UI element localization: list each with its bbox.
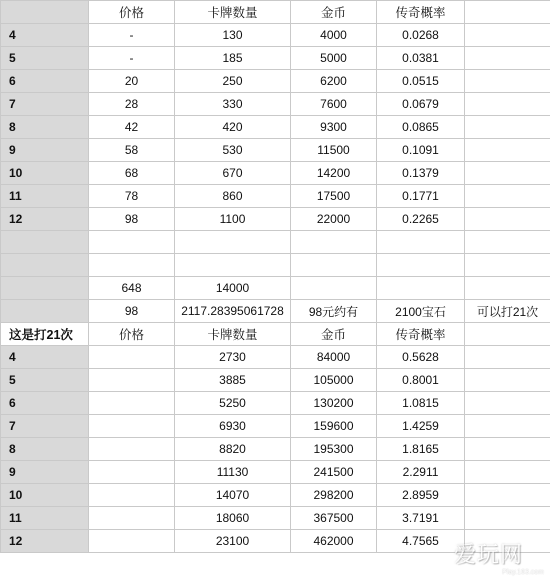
table-cell[interactable]: 98 xyxy=(89,208,175,231)
table-cell[interactable] xyxy=(377,231,465,254)
column-header-cell[interactable]: 卡牌数量 xyxy=(175,323,291,346)
table-cell[interactable]: 84000 xyxy=(291,346,377,369)
table-cell[interactable] xyxy=(89,254,175,277)
row-header-cell[interactable] xyxy=(1,277,89,300)
column-header-cell[interactable]: 金币 xyxy=(291,323,377,346)
table-cell[interactable] xyxy=(89,392,175,415)
table-cell[interactable] xyxy=(291,254,377,277)
column-header-cell[interactable]: 价格 xyxy=(89,323,175,346)
table-cell[interactable] xyxy=(465,231,550,254)
table-cell[interactable]: 2100宝石 xyxy=(377,300,465,323)
table-cell[interactable] xyxy=(89,415,175,438)
table-row xyxy=(1,346,550,369)
table-cell[interactable]: 0.8001 xyxy=(377,369,465,392)
table-row xyxy=(1,139,550,162)
table-cell[interactable]: 4.7565 xyxy=(377,530,465,553)
table-row xyxy=(1,162,550,185)
table-cell[interactable]: 250 xyxy=(175,70,291,93)
table-cell[interactable] xyxy=(465,461,550,484)
row-header-cell[interactable]: 10 xyxy=(1,484,89,507)
table-cell[interactable]: 18060 xyxy=(175,507,291,530)
row-header-cell[interactable]: 5 xyxy=(1,47,89,70)
table-cell[interactable] xyxy=(465,369,550,392)
table-cell[interactable] xyxy=(175,254,291,277)
table-cell[interactable]: 0.0381 xyxy=(377,47,465,70)
table-row xyxy=(1,47,550,70)
table-cell[interactable]: 2730 xyxy=(175,346,291,369)
table-cell[interactable] xyxy=(465,392,550,415)
row-header-cell[interactable]: 4 xyxy=(1,24,89,47)
spreadsheet-body xyxy=(1,1,550,553)
row-header-cell[interactable]: 5 xyxy=(1,369,89,392)
summary-row xyxy=(1,300,550,323)
column-header-cell[interactable]: 价格 xyxy=(89,1,175,24)
table-cell[interactable]: 2.2911 xyxy=(377,461,465,484)
table-cell[interactable]: 2117.28395061728 xyxy=(175,300,291,323)
table-cell[interactable] xyxy=(175,231,291,254)
table-cell[interactable]: 98元约有 xyxy=(291,300,377,323)
table-cell[interactable]: 185 xyxy=(175,47,291,70)
table-cell[interactable]: 98 xyxy=(89,300,175,323)
table-cell[interactable] xyxy=(465,484,550,507)
table-row xyxy=(1,208,550,231)
header-row xyxy=(1,323,550,346)
table-cell[interactable]: - xyxy=(89,47,175,70)
table-cell[interactable]: 1.8165 xyxy=(377,438,465,461)
column-header-cell[interactable]: 卡牌数量 xyxy=(175,1,291,24)
table-cell[interactable]: 5250 xyxy=(175,392,291,415)
table-cell[interactable]: 42 xyxy=(89,116,175,139)
table-cell[interactable]: 330 xyxy=(175,93,291,116)
row-header-cell[interactable]: 7 xyxy=(1,93,89,116)
table-row xyxy=(1,116,550,139)
table-cell[interactable]: 7600 xyxy=(291,93,377,116)
table-cell[interactable] xyxy=(465,139,550,162)
table-cell[interactable]: 4000 xyxy=(291,24,377,47)
table-cell[interactable]: 14000 xyxy=(175,277,291,300)
table-cell[interactable] xyxy=(89,369,175,392)
table-cell[interactable]: 0.1771 xyxy=(377,185,465,208)
column-header-cell[interactable] xyxy=(465,1,550,24)
table-row xyxy=(1,530,550,553)
table-cell[interactable] xyxy=(465,24,550,47)
table-row xyxy=(1,70,550,93)
table-cell[interactable]: 0.2265 xyxy=(377,208,465,231)
table-cell[interactable]: 1.0815 xyxy=(377,392,465,415)
table-cell[interactable]: 68 xyxy=(89,162,175,185)
table-cell[interactable] xyxy=(291,231,377,254)
table-cell[interactable] xyxy=(89,484,175,507)
table-cell[interactable]: 420 xyxy=(175,116,291,139)
row-header-cell[interactable]: 8 xyxy=(1,438,89,461)
table-cell[interactable]: 648 xyxy=(89,277,175,300)
table-row xyxy=(1,93,550,116)
table-cell[interactable] xyxy=(89,507,175,530)
table-cell[interactable]: 20 xyxy=(89,70,175,93)
table-cell[interactable] xyxy=(465,438,550,461)
table-cell[interactable] xyxy=(291,277,377,300)
table-cell[interactable]: 3885 xyxy=(175,369,291,392)
table-cell[interactable] xyxy=(465,47,550,70)
column-header-cell[interactable]: 传奇概率 xyxy=(377,1,465,24)
table-cell[interactable] xyxy=(377,277,465,300)
table-cell[interactable]: 17500 xyxy=(291,185,377,208)
table-cell[interactable]: 14070 xyxy=(175,484,291,507)
table-cell[interactable]: 462000 xyxy=(291,530,377,553)
row-header-cell[interactable]: 9 xyxy=(1,139,89,162)
table-row xyxy=(1,507,550,530)
table-cell[interactable] xyxy=(465,185,550,208)
spacer-row xyxy=(1,231,550,254)
table-cell[interactable] xyxy=(465,116,550,139)
table-row xyxy=(1,392,550,415)
table-cell[interactable] xyxy=(89,438,175,461)
table-cell[interactable]: 530 xyxy=(175,139,291,162)
table-cell[interactable]: 241500 xyxy=(291,461,377,484)
header-row xyxy=(1,1,550,24)
table-cell[interactable]: 5000 xyxy=(291,47,377,70)
row-header-cell[interactable] xyxy=(1,300,89,323)
table-cell[interactable]: 58 xyxy=(89,139,175,162)
table-cell[interactable] xyxy=(465,415,550,438)
table-cell[interactable]: 0.0268 xyxy=(377,24,465,47)
table-cell[interactable]: 8820 xyxy=(175,438,291,461)
table-cell[interactable]: 1.4259 xyxy=(377,415,465,438)
table-cell[interactable] xyxy=(465,93,550,116)
table-cell[interactable]: 860 xyxy=(175,185,291,208)
table-cell[interactable]: 78 xyxy=(89,185,175,208)
table-cell[interactable]: 9300 xyxy=(291,116,377,139)
table-cell[interactable]: 22000 xyxy=(291,208,377,231)
row-header-cell[interactable]: 6 xyxy=(1,70,89,93)
table-cell[interactable]: 2.8959 xyxy=(377,484,465,507)
table-cell[interactable]: 0.0515 xyxy=(377,70,465,93)
table-cell[interactable]: 11500 xyxy=(291,139,377,162)
table-cell[interactable]: 0.0865 xyxy=(377,116,465,139)
table-row xyxy=(1,438,550,461)
table-cell[interactable]: 28 xyxy=(89,93,175,116)
table-cell[interactable]: 195300 xyxy=(291,438,377,461)
table-cell[interactable]: 11130 xyxy=(175,461,291,484)
table-cell[interactable]: 0.1091 xyxy=(377,139,465,162)
row-header-cell[interactable]: 10 xyxy=(1,162,89,185)
watermark-sub-text: Play.163.com xyxy=(502,569,544,576)
row-header-cell[interactable]: 12 xyxy=(1,530,89,553)
table-row xyxy=(1,461,550,484)
table-cell[interactable]: 6930 xyxy=(175,415,291,438)
table-cell[interactable] xyxy=(465,530,550,553)
table-cell[interactable] xyxy=(465,70,550,93)
table-cell[interactable] xyxy=(465,277,550,300)
watermark-main-text: 爱玩网 xyxy=(454,543,524,568)
table-cell[interactable]: 0.1379 xyxy=(377,162,465,185)
table-cell[interactable]: 130 xyxy=(175,24,291,47)
table-cell[interactable] xyxy=(465,162,550,185)
table-cell[interactable]: 3.7191 xyxy=(377,507,465,530)
table-cell[interactable] xyxy=(465,346,550,369)
row-header-cell[interactable] xyxy=(1,231,89,254)
row-header-cell[interactable]: 这是打21次 xyxy=(1,323,89,346)
row-header-cell[interactable]: 4 xyxy=(1,346,89,369)
table-cell[interactable]: 298200 xyxy=(291,484,377,507)
column-header-cell[interactable] xyxy=(465,323,550,346)
table-cell[interactable]: 670 xyxy=(175,162,291,185)
table-row xyxy=(1,415,550,438)
table-cell[interactable]: 105000 xyxy=(291,369,377,392)
column-header-cell[interactable]: 传奇概率 xyxy=(377,323,465,346)
row-header-cell[interactable]: 7 xyxy=(1,415,89,438)
spacer-row xyxy=(1,254,550,277)
row-header-cell[interactable]: 12 xyxy=(1,208,89,231)
table-cell[interactable] xyxy=(89,231,175,254)
table-cell[interactable] xyxy=(89,346,175,369)
table-cell[interactable]: 0.0679 xyxy=(377,93,465,116)
row-header-cell[interactable]: 11 xyxy=(1,185,89,208)
summary-row xyxy=(1,277,550,300)
table-cell[interactable] xyxy=(465,208,550,231)
table-cell[interactable]: 14200 xyxy=(291,162,377,185)
table-cell[interactable] xyxy=(465,507,550,530)
table-cell[interactable]: 可以打21次 xyxy=(465,300,550,323)
table-cell[interactable]: 23100 xyxy=(175,530,291,553)
table-row xyxy=(1,484,550,507)
row-header-cell[interactable]: 11 xyxy=(1,507,89,530)
row-header-cell[interactable] xyxy=(1,1,89,24)
table-cell[interactable]: 159600 xyxy=(291,415,377,438)
table-cell[interactable] xyxy=(465,254,550,277)
row-header-cell[interactable]: 9 xyxy=(1,461,89,484)
row-header-cell[interactable]: 6 xyxy=(1,392,89,415)
row-header-cell[interactable] xyxy=(1,254,89,277)
table-cell[interactable]: 130200 xyxy=(291,392,377,415)
table-cell[interactable] xyxy=(377,254,465,277)
table-cell[interactable]: - xyxy=(89,24,175,47)
table-cell[interactable]: 0.5628 xyxy=(377,346,465,369)
table-row xyxy=(1,369,550,392)
table-row xyxy=(1,185,550,208)
column-header-cell[interactable]: 金币 xyxy=(291,1,377,24)
row-header-cell[interactable]: 8 xyxy=(1,116,89,139)
table-row xyxy=(1,24,550,47)
table-cell[interactable] xyxy=(89,530,175,553)
table-cell[interactable]: 1100 xyxy=(175,208,291,231)
table-cell[interactable]: 367500 xyxy=(291,507,377,530)
table-cell[interactable] xyxy=(89,461,175,484)
table-cell[interactable]: 6200 xyxy=(291,70,377,93)
